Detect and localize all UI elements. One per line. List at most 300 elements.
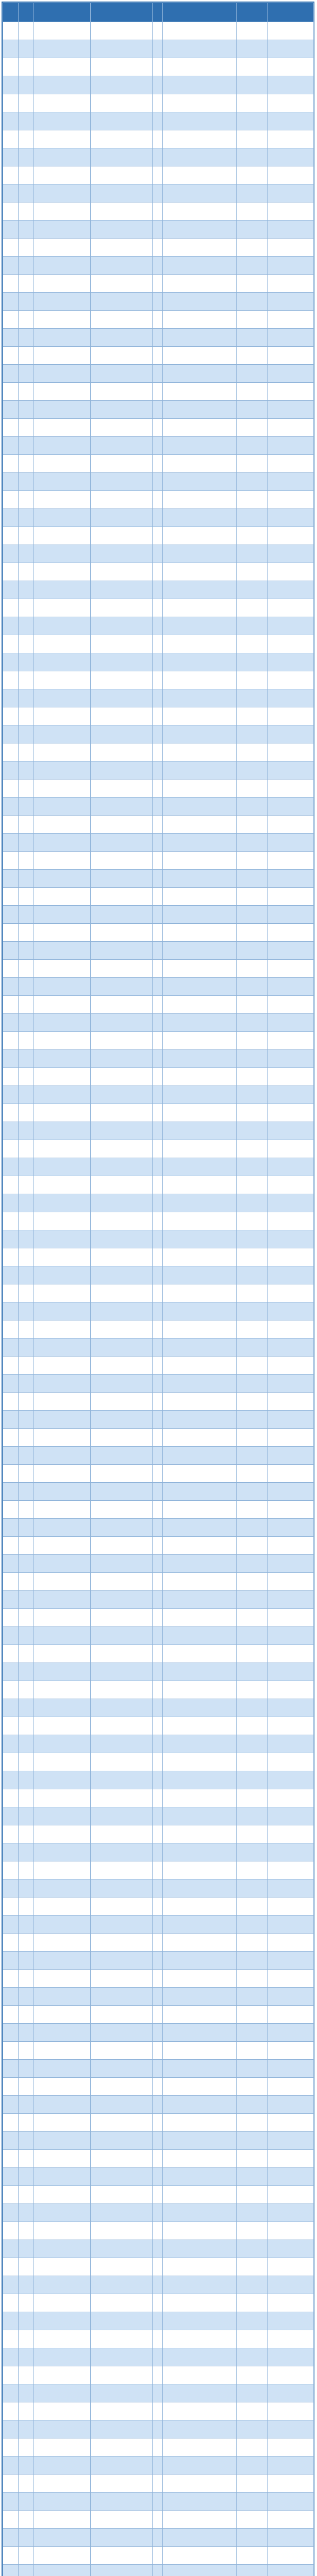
table-cell — [237, 1717, 268, 1735]
table-cell — [268, 1104, 314, 1122]
table-cell — [34, 689, 91, 707]
table-cell — [163, 527, 237, 545]
table-row — [3, 725, 314, 743]
table-cell — [91, 1753, 153, 1771]
table-cell — [3, 2096, 19, 2114]
table-cell — [237, 1230, 268, 1248]
table-cell — [34, 1194, 91, 1212]
table-cell — [237, 2493, 268, 2511]
table-cell — [153, 1861, 163, 1879]
table-cell — [237, 1952, 268, 1970]
table-cell — [237, 365, 268, 383]
table-row — [3, 455, 314, 473]
table-cell — [3, 1068, 19, 1086]
table-cell — [153, 2024, 163, 2042]
table-cell — [34, 1753, 91, 1771]
table-cell — [19, 2222, 34, 2240]
table-row — [3, 1609, 314, 1627]
table-cell — [237, 1825, 268, 1843]
table-cell — [153, 1519, 163, 1537]
table-cell — [34, 1284, 91, 1302]
table-cell — [34, 455, 91, 473]
column-header — [3, 3, 19, 22]
table-cell — [268, 2222, 314, 2240]
table-cell — [153, 1627, 163, 1645]
table-row — [3, 1140, 314, 1158]
table-cell — [237, 1393, 268, 1411]
table-cell — [163, 1573, 237, 1591]
table-cell — [268, 2294, 314, 2312]
table-cell — [19, 1988, 34, 2006]
table-cell — [268, 2276, 314, 2294]
table-cell — [237, 2348, 268, 2366]
table-cell — [3, 1230, 19, 1248]
table-cell — [268, 2565, 314, 2576]
table-cell — [163, 1429, 237, 1447]
table-cell — [91, 40, 153, 58]
table-cell — [163, 1519, 237, 1537]
table-cell — [3, 996, 19, 1014]
table-cell — [163, 58, 237, 76]
table-cell — [268, 1537, 314, 1555]
table-cell — [3, 76, 19, 94]
table-cell — [34, 816, 91, 834]
table-row — [3, 329, 314, 347]
table-cell — [163, 2258, 237, 2276]
table-cell — [153, 2060, 163, 2078]
table-cell — [34, 491, 91, 509]
column-header — [19, 3, 34, 22]
table-row — [3, 2168, 314, 2186]
table-cell — [3, 1645, 19, 1663]
table-cell — [268, 419, 314, 437]
table-cell — [19, 1429, 34, 1447]
table-cell — [163, 2024, 237, 2042]
table-cell — [3, 1357, 19, 1375]
table-cell — [91, 906, 153, 924]
table-cell — [91, 166, 153, 184]
table-cell — [237, 617, 268, 635]
table-cell — [237, 1320, 268, 1338]
table-cell — [268, 563, 314, 581]
table-cell — [91, 1519, 153, 1537]
table-cell — [91, 1248, 153, 1266]
table-cell — [268, 1555, 314, 1573]
table-cell — [163, 1537, 237, 1555]
table-cell — [163, 473, 237, 491]
records-table — [3, 3, 314, 2576]
table-cell — [91, 743, 153, 761]
table-cell — [19, 383, 34, 401]
table-cell — [19, 798, 34, 816]
table-row — [3, 1627, 314, 1645]
table-cell — [268, 2096, 314, 2114]
table-row — [3, 2042, 314, 2060]
table-cell — [19, 707, 34, 725]
table-cell — [19, 1194, 34, 1212]
table-cell — [34, 437, 91, 455]
table-cell — [3, 94, 19, 112]
table-row — [3, 707, 314, 725]
table-cell — [34, 960, 91, 978]
table-cell — [163, 1843, 237, 1861]
table-cell — [237, 329, 268, 347]
table-row — [3, 2006, 314, 2024]
table-cell — [268, 1897, 314, 1916]
table-row — [3, 509, 314, 527]
table-cell — [153, 112, 163, 130]
table-row — [3, 166, 314, 184]
table-cell — [268, 2366, 314, 2384]
table-cell — [163, 2529, 237, 2547]
table-cell — [237, 148, 268, 166]
table-cell — [19, 1411, 34, 1429]
table-cell — [237, 2384, 268, 2402]
table-cell — [34, 2276, 91, 2294]
table-cell — [163, 1230, 237, 1248]
table-cell — [268, 1483, 314, 1501]
table-cell — [268, 1681, 314, 1699]
table-cell — [153, 924, 163, 942]
table-row — [3, 2565, 314, 2576]
table-cell — [163, 2348, 237, 2366]
table-cell — [19, 202, 34, 221]
table-cell — [237, 437, 268, 455]
table-cell — [163, 834, 237, 852]
table-cell — [19, 2078, 34, 2096]
table-cell — [19, 635, 34, 653]
table-cell — [268, 1970, 314, 1988]
table-cell — [3, 202, 19, 221]
table-cell — [3, 1789, 19, 1807]
table-cell — [3, 1916, 19, 1934]
table-cell — [91, 509, 153, 527]
table-cell — [153, 94, 163, 112]
table-cell — [163, 166, 237, 184]
table-cell — [237, 1843, 268, 1861]
table-cell — [34, 1014, 91, 1032]
table-cell — [19, 1609, 34, 1627]
table-cell — [153, 1897, 163, 1916]
table-cell — [153, 293, 163, 311]
table-cell — [237, 1555, 268, 1573]
table-cell — [34, 2547, 91, 2565]
table-cell — [163, 509, 237, 527]
table-cell — [19, 2420, 34, 2438]
table-cell — [34, 1735, 91, 1753]
table-cell — [237, 1104, 268, 1122]
table-cell — [3, 455, 19, 473]
table-cell — [268, 888, 314, 906]
table-cell — [153, 383, 163, 401]
table-cell — [91, 1140, 153, 1158]
table-row — [3, 401, 314, 419]
table-row — [3, 635, 314, 653]
table-cell — [91, 1843, 153, 1861]
table-cell — [163, 1266, 237, 1284]
table-cell — [91, 2042, 153, 2060]
table-row — [3, 2078, 314, 2096]
table-cell — [19, 22, 34, 40]
table-cell — [237, 906, 268, 924]
table-cell — [34, 852, 91, 870]
table-cell — [34, 1086, 91, 1104]
table-cell — [19, 1302, 34, 1320]
table-cell — [91, 635, 153, 653]
table-row — [3, 2024, 314, 2042]
table-cell — [237, 1753, 268, 1771]
table-cell — [153, 509, 163, 527]
table-cell — [237, 1338, 268, 1357]
table-cell — [153, 2511, 163, 2529]
table-cell — [19, 1879, 34, 1897]
table-cell — [268, 1573, 314, 1591]
table-cell — [34, 1861, 91, 1879]
table-row — [3, 2493, 314, 2511]
table-cell — [237, 2060, 268, 2078]
table-cell — [153, 1771, 163, 1789]
table-cell — [153, 2114, 163, 2132]
table-cell — [19, 2114, 34, 2132]
table-cell — [19, 1338, 34, 1357]
table-cell — [3, 888, 19, 906]
table-cell — [268, 1807, 314, 1825]
table-cell — [163, 491, 237, 509]
table-cell — [268, 1952, 314, 1970]
table-row — [3, 599, 314, 617]
table-cell — [91, 1537, 153, 1555]
table-cell — [268, 2456, 314, 2475]
table-cell — [34, 293, 91, 311]
table-row — [3, 960, 314, 978]
table-cell — [19, 1104, 34, 1122]
table-cell — [268, 906, 314, 924]
table-row — [3, 2511, 314, 2529]
table-cell — [163, 2132, 237, 2150]
table-cell — [91, 239, 153, 257]
table-cell — [268, 275, 314, 293]
table-cell — [19, 2060, 34, 2078]
table-cell — [268, 2024, 314, 2042]
table-row — [3, 1375, 314, 1393]
table-cell — [268, 1645, 314, 1663]
table-cell — [268, 1789, 314, 1807]
table-cell — [19, 1555, 34, 1573]
table-cell — [268, 1663, 314, 1681]
table-cell — [268, 329, 314, 347]
table-cell — [19, 1140, 34, 1158]
table-cell — [34, 581, 91, 599]
table-cell — [34, 2366, 91, 2384]
table-cell — [153, 2096, 163, 2114]
table-cell — [91, 2565, 153, 2576]
table-cell — [3, 2529, 19, 2547]
table-cell — [237, 1050, 268, 1068]
table-cell — [153, 527, 163, 545]
table-cell — [163, 1952, 237, 1970]
table-cell — [34, 1897, 91, 1916]
table-cell — [163, 1176, 237, 1194]
table-row — [3, 347, 314, 365]
table-cell — [268, 996, 314, 1014]
table-cell — [163, 1934, 237, 1952]
table-cell — [268, 1519, 314, 1537]
table-cell — [153, 2240, 163, 2258]
table-cell — [19, 1465, 34, 1483]
table-cell — [3, 1122, 19, 1140]
table-row — [3, 2366, 314, 2384]
table-cell — [163, 1483, 237, 1501]
table-cell — [153, 221, 163, 239]
table-frame — [2, 2, 314, 2576]
table-cell — [237, 311, 268, 329]
table-cell — [237, 581, 268, 599]
table-cell — [34, 1140, 91, 1158]
table-cell — [19, 2511, 34, 2529]
table-cell — [91, 58, 153, 76]
table-cell — [91, 1879, 153, 1897]
table-cell — [237, 2312, 268, 2330]
table-cell — [268, 94, 314, 112]
table-cell — [153, 76, 163, 94]
table-cell — [91, 1897, 153, 1916]
table-cell — [153, 1194, 163, 1212]
table-cell — [268, 1771, 314, 1789]
table-cell — [268, 1357, 314, 1375]
table-cell — [91, 978, 153, 996]
table-row — [3, 1032, 314, 1050]
table-cell — [19, 725, 34, 743]
table-cell — [153, 2402, 163, 2420]
table-cell — [3, 184, 19, 202]
table-cell — [19, 2258, 34, 2276]
table-cell — [237, 76, 268, 94]
table-cell — [3, 2493, 19, 2511]
table-cell — [237, 1771, 268, 1789]
table-cell — [268, 1158, 314, 1176]
table-cell — [237, 2078, 268, 2096]
table-cell — [91, 1609, 153, 1627]
table-cell — [163, 2276, 237, 2294]
table-cell — [153, 617, 163, 635]
table-row — [3, 2222, 314, 2240]
table-cell — [3, 707, 19, 725]
table-cell — [91, 2456, 153, 2475]
table-cell — [91, 1068, 153, 1086]
table-row — [3, 1879, 314, 1897]
table-cell — [19, 1753, 34, 1771]
table-body — [3, 22, 314, 2576]
table-cell — [153, 996, 163, 1014]
table-cell — [237, 671, 268, 689]
table-cell — [268, 2042, 314, 2060]
table-cell — [19, 1230, 34, 1248]
table-row — [3, 689, 314, 707]
table-cell — [163, 996, 237, 1014]
table-cell — [153, 40, 163, 58]
table-cell — [153, 2456, 163, 2475]
table-cell — [163, 942, 237, 960]
table-cell — [268, 2150, 314, 2168]
table-row — [3, 1483, 314, 1501]
table-cell — [163, 2114, 237, 2132]
table-cell — [91, 1393, 153, 1411]
table-cell — [268, 2078, 314, 2096]
table-cell — [153, 1122, 163, 1140]
table-cell — [34, 1050, 91, 1068]
table-cell — [91, 2420, 153, 2438]
table-cell — [153, 1465, 163, 1483]
table-cell — [91, 1320, 153, 1338]
table-cell — [153, 2312, 163, 2330]
table-cell — [34, 2258, 91, 2276]
table-cell — [91, 852, 153, 870]
table-cell — [91, 2276, 153, 2294]
table-cell — [237, 653, 268, 671]
table-cell — [91, 2384, 153, 2402]
table-row — [3, 94, 314, 112]
table-cell — [34, 2420, 91, 2438]
table-row — [3, 40, 314, 58]
table-cell — [153, 1411, 163, 1429]
table-cell — [153, 329, 163, 347]
table-cell — [163, 1411, 237, 1429]
table-row — [3, 1393, 314, 1411]
table-cell — [153, 1266, 163, 1284]
table-cell — [163, 2438, 237, 2456]
table-row — [3, 906, 314, 924]
table-row — [3, 1519, 314, 1537]
table-cell — [3, 58, 19, 76]
table-cell — [237, 2547, 268, 2565]
table-cell — [34, 275, 91, 293]
table-cell — [91, 419, 153, 437]
table-cell — [237, 1357, 268, 1375]
table-cell — [237, 1663, 268, 1681]
table-cell — [237, 1934, 268, 1952]
table-cell — [34, 94, 91, 112]
table-cell — [91, 437, 153, 455]
table-cell — [3, 1681, 19, 1699]
table-cell — [163, 1302, 237, 1320]
table-row — [3, 852, 314, 870]
table-cell — [237, 1537, 268, 1555]
table-cell — [237, 1212, 268, 1230]
table-cell — [91, 2204, 153, 2222]
table-row — [3, 1158, 314, 1176]
table-cell — [3, 671, 19, 689]
table-cell — [153, 1807, 163, 1825]
table-cell — [163, 1645, 237, 1663]
table-row — [3, 1465, 314, 1483]
table-cell — [91, 2186, 153, 2204]
table-row — [3, 563, 314, 581]
table-cell — [237, 419, 268, 437]
table-row — [3, 2330, 314, 2348]
table-cell — [3, 1555, 19, 1573]
table-row — [3, 1861, 314, 1879]
table-cell — [153, 942, 163, 960]
table-row — [3, 2402, 314, 2420]
table-cell — [91, 924, 153, 942]
table-cell — [91, 816, 153, 834]
table-cell — [153, 2493, 163, 2511]
table-cell — [268, 1032, 314, 1050]
table-cell — [3, 2258, 19, 2276]
table-cell — [163, 1014, 237, 1032]
table-cell — [163, 653, 237, 671]
table-cell — [163, 1627, 237, 1645]
